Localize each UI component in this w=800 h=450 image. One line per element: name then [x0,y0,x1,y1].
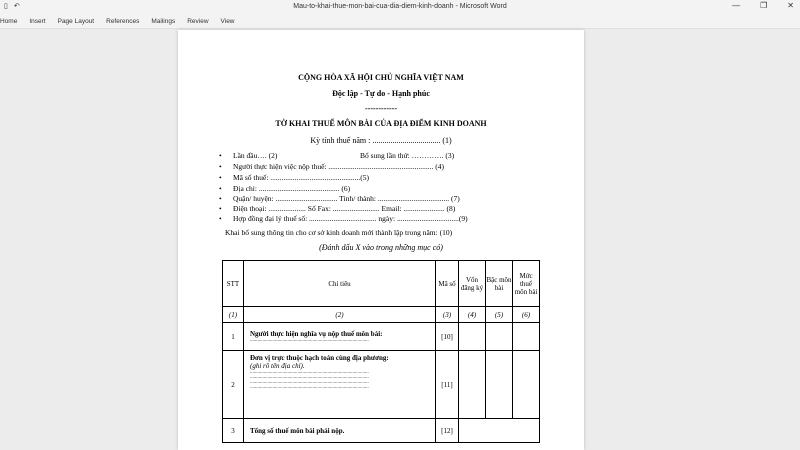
num-5: (5) [486,307,513,323]
tab-view[interactable]: View [220,17,235,25]
tab-page-layout[interactable]: Page Layout [57,17,95,25]
row-title [244,323,436,351]
supplement-field: Bổ sung lần thứ: …………. (3) [360,151,455,160]
num-6: (6) [513,307,540,323]
title-bar [0,0,800,14]
district-field: • Quận/ huyện: ................................. Tỉnh/ thành: ...................................... (7) [233,194,460,203]
row-cell[interactable] [513,351,540,419]
row-cell[interactable] [459,323,486,351]
row-title-text: Đơn vị trực thuộc hạch toán cùng địa phương: [250,354,389,362]
row-dots: ............................................................................................... [250,380,369,385]
nation-heading: CỘNG HÒA XÃ HỘI CHỦ NGHĨA VIỆT NAM [298,73,464,82]
table-number-row [223,307,540,323]
address-field: • Địa chỉ: ........................................... (6) [233,184,350,193]
num-1: (1) [223,307,244,323]
tab-mailings[interactable]: Mailings [151,17,176,25]
motto: Độc lập - Tự do - Hạnh phúc [332,89,430,98]
row-dots: ............................................................................................... [250,375,369,380]
divider: ------------ [365,104,397,113]
tax-code-field: • Mã số thuế: ................................................(5) [233,173,369,182]
tax-period: Kỳ tính thuế năm : .................................. (1) [310,136,452,145]
row-dots: ............................................................................................... [250,385,369,390]
first-time-field: • Lần đầu…. (2) [233,151,277,160]
tab-home[interactable]: Home [0,17,18,25]
taxpayer-field: • Người thực hiện việc nộp thuế: ........................................................ (4) [233,162,444,171]
num-4: (4) [459,307,486,323]
close-button[interactable]: ✕ [787,1,794,10]
tab-insert[interactable]: Insert [29,17,46,25]
row-note: (ghi rõ tên địa chỉ). [250,362,305,370]
row-dots: ............................................................................................... [250,370,369,375]
row-cell[interactable] [459,419,540,443]
ribbon-tabs [0,14,800,29]
header-chi-tieu: Chỉ tiêu [244,261,436,307]
num-2: (2) [244,307,436,323]
row-cell[interactable] [459,351,486,419]
row-code: [10] [436,323,459,351]
header-ma-so: Mã số [436,261,459,307]
row-cell[interactable] [486,351,513,419]
row-code: [12] [436,419,459,443]
window-controls [732,1,794,10]
row-dots: ............................................................................................... [250,338,369,343]
row-code: [11] [436,351,459,419]
form-title: TỜ KHAI THUẾ MÔN BÀI CỦA ĐỊA ĐIỂM KINH DOANH [275,119,487,128]
undo-icon[interactable]: ↶ [13,3,20,10]
header-stt: STT [223,261,244,307]
table-header-row [223,261,540,307]
row-stt: 1 [223,323,244,351]
header-bac: Bậc môn bài [486,261,513,307]
additional-info: Khai bổ sung thông tin cho cơ sở kinh doanh mới thành lập trong năm: (10) [225,228,453,237]
num-3: (3) [436,307,459,323]
document-page[interactable] [178,30,584,450]
table-row [223,419,540,443]
minimize-button[interactable]: — [732,1,741,10]
row-stt: 2 [223,351,244,419]
phone-field: • Điện thoại: .................... Số Fax: ......................... Email: ...................... (8) [233,204,455,213]
header-muc: Mức thuế môn bài [513,261,540,307]
maximize-button[interactable]: ❐ [760,1,768,10]
header-von: Vốn đăng ký [459,261,486,307]
table-row [223,351,540,419]
row-title: Tổng số thuế môn bài phải nộp. [244,419,436,443]
agent-field: • Hợp đồng đại lý thuế số: .................................... ngày: .................................(9) [233,214,468,223]
mark-note: (Đánh dấu X vào trong những mục có) [319,243,443,252]
row-title-text: Người thực hiện nghĩa vụ nộp thuế môn bài: [250,330,383,338]
window-title: Mau-to-khai-thue-mon-bai-cua-dia-diem-kinh-doanh - Microsoft Word [293,3,507,10]
row-title [244,351,436,419]
tax-table [222,260,540,443]
save-icon[interactable]: ▯ [4,3,8,10]
row-stt: 3 [223,419,244,443]
row-cell[interactable] [513,323,540,351]
table-row [223,323,540,351]
row-cell[interactable] [486,323,513,351]
tab-review[interactable]: Review [187,17,209,25]
tab-references[interactable]: References [106,17,140,25]
